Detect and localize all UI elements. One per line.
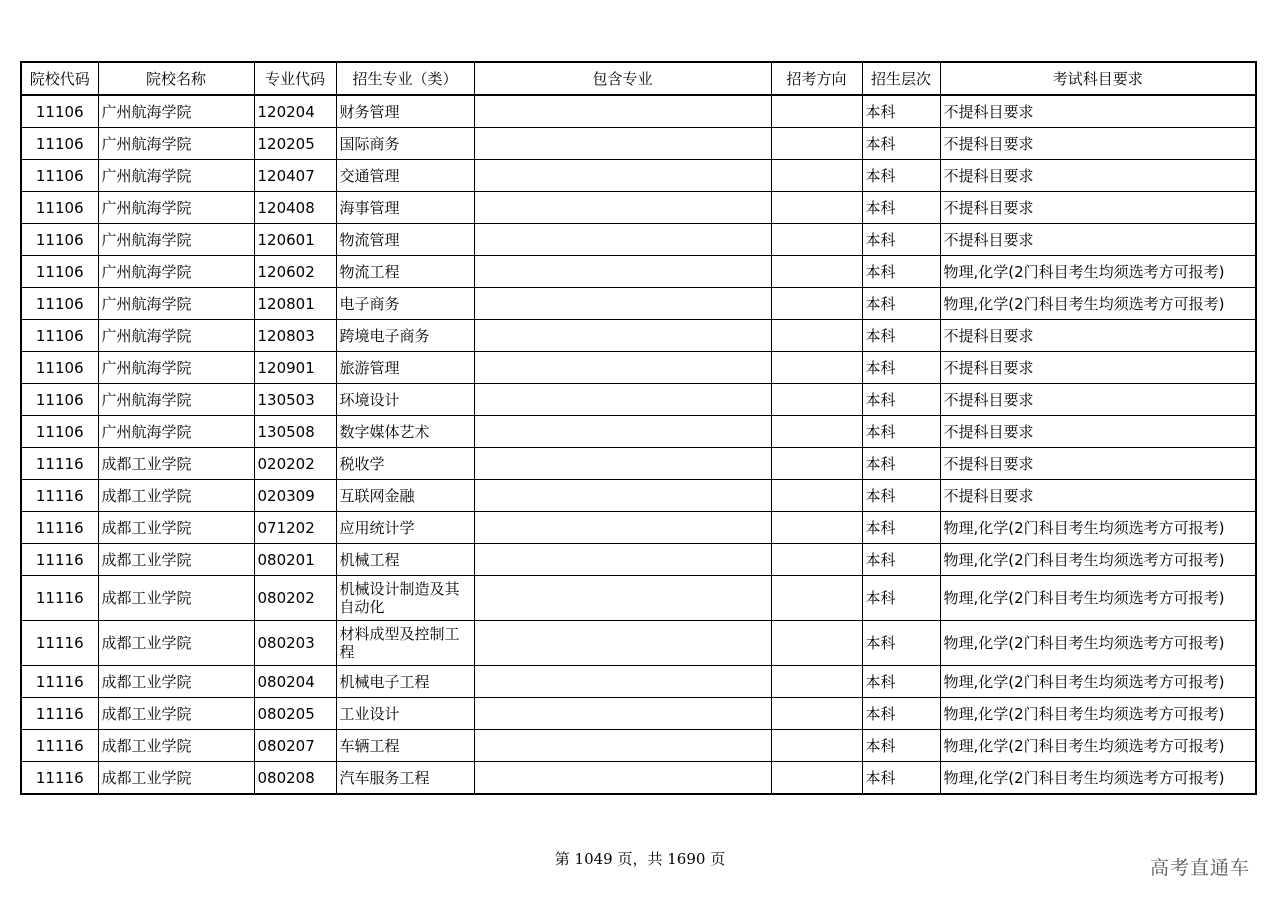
table-row: [21, 128, 1256, 160]
cell-direction: [771, 95, 862, 128]
cell-level: 本科: [862, 730, 940, 762]
table-row: [21, 224, 1256, 256]
cell-school-code: 11106: [21, 95, 98, 128]
cell-school-code: 11116: [21, 666, 98, 698]
cell-major-category: 车辆工程: [336, 730, 474, 762]
cell-included-majors: [474, 352, 771, 384]
cell-direction: [771, 352, 862, 384]
cell-school-code: 11106: [21, 256, 98, 288]
cell-school-name: 成都工业学院: [98, 730, 254, 762]
cell-level: 本科: [862, 256, 940, 288]
cell-school-code: 11106: [21, 384, 98, 416]
cell-included-majors: [474, 384, 771, 416]
cell-subject-requirement: 物理,化学(2门科目考生均须选考方可报考): [940, 621, 1256, 666]
header-school-code: 院校代码: [21, 62, 98, 95]
cell-school-code: 11106: [21, 352, 98, 384]
cell-level: 本科: [862, 320, 940, 352]
cell-school-name: 成都工业学院: [98, 576, 254, 621]
cell-subject-requirement: 不提科目要求: [940, 192, 1256, 224]
cell-school-name: 成都工业学院: [98, 621, 254, 666]
cell-subject-requirement: 不提科目要求: [940, 480, 1256, 512]
cell-major-code: 080202: [254, 576, 336, 621]
cell-subject-requirement: 不提科目要求: [940, 95, 1256, 128]
table-row: [21, 95, 1256, 128]
cell-included-majors: [474, 160, 771, 192]
header-level: 招生层次: [862, 62, 940, 95]
table-row: [21, 160, 1256, 192]
cell-major-category: 旅游管理: [336, 352, 474, 384]
cell-level: 本科: [862, 512, 940, 544]
cell-major-code: 120901: [254, 352, 336, 384]
cell-included-majors: [474, 666, 771, 698]
cell-subject-requirement: 不提科目要求: [940, 448, 1256, 480]
cell-direction: [771, 160, 862, 192]
cell-direction: [771, 192, 862, 224]
cell-major-code: 120205: [254, 128, 336, 160]
cell-direction: [771, 730, 862, 762]
table-row: [21, 698, 1256, 730]
cell-included-majors: [474, 480, 771, 512]
cell-level: 本科: [862, 192, 940, 224]
cell-major-category: 汽车服务工程: [336, 762, 474, 795]
cell-included-majors: [474, 512, 771, 544]
cell-included-majors: [474, 621, 771, 666]
table-row: [21, 512, 1256, 544]
cell-direction: [771, 666, 862, 698]
cell-school-code: 11106: [21, 288, 98, 320]
cell-included-majors: [474, 128, 771, 160]
cell-school-code: 11116: [21, 448, 98, 480]
cell-included-majors: [474, 448, 771, 480]
cell-level: 本科: [862, 544, 940, 576]
cell-school-code: 11106: [21, 320, 98, 352]
cell-major-category: 机械设计制造及其自动化: [336, 576, 474, 621]
cell-subject-requirement: 不提科目要求: [940, 320, 1256, 352]
cell-included-majors: [474, 576, 771, 621]
cell-included-majors: [474, 698, 771, 730]
cell-direction: [771, 544, 862, 576]
cell-level: 本科: [862, 288, 940, 320]
cell-included-majors: [474, 762, 771, 795]
cell-level: 本科: [862, 416, 940, 448]
cell-level: 本科: [862, 384, 940, 416]
cell-included-majors: [474, 288, 771, 320]
cell-major-category: 工业设计: [336, 698, 474, 730]
cell-school-code: 11116: [21, 730, 98, 762]
cell-major-code: 130503: [254, 384, 336, 416]
table-row: [21, 288, 1256, 320]
cell-major-code: 120408: [254, 192, 336, 224]
cell-school-code: 11106: [21, 224, 98, 256]
cell-school-name: 成都工业学院: [98, 480, 254, 512]
cell-subject-requirement: 物理,化学(2门科目考生均须选考方可报考): [940, 762, 1256, 795]
cell-school-name: 广州航海学院: [98, 288, 254, 320]
table-row: [21, 576, 1256, 621]
cell-major-category: 跨境电子商务: [336, 320, 474, 352]
cell-major-category: 机械电子工程: [336, 666, 474, 698]
cell-school-code: 11106: [21, 192, 98, 224]
cell-major-category: 税收学: [336, 448, 474, 480]
cell-direction: [771, 320, 862, 352]
cell-school-name: 成都工业学院: [98, 544, 254, 576]
cell-included-majors: [474, 416, 771, 448]
cell-level: 本科: [862, 576, 940, 621]
cell-direction: [771, 512, 862, 544]
cell-school-name: 广州航海学院: [98, 128, 254, 160]
cell-subject-requirement: 不提科目要求: [940, 224, 1256, 256]
header-school-name: 院校名称: [98, 62, 254, 95]
table-row: [21, 762, 1256, 795]
cell-major-code: 080203: [254, 621, 336, 666]
header-direction: 招考方向: [771, 62, 862, 95]
table-row: [21, 352, 1256, 384]
cell-school-name: 广州航海学院: [98, 160, 254, 192]
cell-school-code: 11116: [21, 621, 98, 666]
admissions-table: [20, 61, 1257, 795]
cell-level: 本科: [862, 224, 940, 256]
cell-subject-requirement: 物理,化学(2门科目考生均须选考方可报考): [940, 256, 1256, 288]
cell-major-category: 材料成型及控制工程: [336, 621, 474, 666]
cell-major-code: 020309: [254, 480, 336, 512]
cell-school-name: 成都工业学院: [98, 666, 254, 698]
cell-school-name: 广州航海学院: [98, 384, 254, 416]
cell-school-code: 11106: [21, 416, 98, 448]
cell-subject-requirement: 物理,化学(2门科目考生均须选考方可报考): [940, 698, 1256, 730]
cell-level: 本科: [862, 762, 940, 795]
cell-major-category: 物流管理: [336, 224, 474, 256]
cell-school-code: 11106: [21, 128, 98, 160]
cell-major-code: 080201: [254, 544, 336, 576]
cell-level: 本科: [862, 448, 940, 480]
cell-major-category: 互联网金融: [336, 480, 474, 512]
cell-subject-requirement: 不提科目要求: [940, 128, 1256, 160]
cell-major-category: 国际商务: [336, 128, 474, 160]
cell-school-name: 广州航海学院: [98, 320, 254, 352]
cell-major-category: 物流工程: [336, 256, 474, 288]
cell-subject-requirement: 不提科目要求: [940, 416, 1256, 448]
cell-level: 本科: [862, 95, 940, 128]
cell-major-category: 环境设计: [336, 384, 474, 416]
cell-level: 本科: [862, 621, 940, 666]
cell-school-name: 广州航海学院: [98, 256, 254, 288]
cell-level: 本科: [862, 666, 940, 698]
cell-subject-requirement: 物理,化学(2门科目考生均须选考方可报考): [940, 288, 1256, 320]
cell-included-majors: [474, 320, 771, 352]
table-body: [21, 95, 1256, 794]
cell-major-category: 数字媒体艺术: [336, 416, 474, 448]
cell-direction: [771, 621, 862, 666]
cell-direction: [771, 448, 862, 480]
cell-major-category: 海事管理: [336, 192, 474, 224]
cell-major-code: 120601: [254, 224, 336, 256]
cell-school-code: 11116: [21, 512, 98, 544]
cell-school-name: 成都工业学院: [98, 448, 254, 480]
cell-subject-requirement: 物理,化学(2门科目考生均须选考方可报考): [940, 666, 1256, 698]
cell-subject-requirement: 物理,化学(2门科目考生均须选考方可报考): [940, 730, 1256, 762]
table-header-row: [21, 62, 1256, 95]
cell-major-code: 130508: [254, 416, 336, 448]
cell-major-code: 080208: [254, 762, 336, 795]
cell-major-code: 080207: [254, 730, 336, 762]
cell-included-majors: [474, 544, 771, 576]
table-row: [21, 416, 1256, 448]
cell-level: 本科: [862, 352, 940, 384]
cell-school-name: 广州航海学院: [98, 416, 254, 448]
cell-school-name: 成都工业学院: [98, 512, 254, 544]
cell-direction: [771, 384, 862, 416]
cell-direction: [771, 416, 862, 448]
cell-level: 本科: [862, 480, 940, 512]
cell-school-name: 成都工业学院: [98, 698, 254, 730]
cell-subject-requirement: 物理,化学(2门科目考生均须选考方可报考): [940, 576, 1256, 621]
cell-subject-requirement: 不提科目要求: [940, 384, 1256, 416]
cell-included-majors: [474, 95, 771, 128]
cell-subject-requirement: 不提科目要求: [940, 352, 1256, 384]
table-row: [21, 480, 1256, 512]
cell-direction: [771, 256, 862, 288]
cell-major-category: 交通管理: [336, 160, 474, 192]
cell-direction: [771, 698, 862, 730]
cell-major-category: 电子商务: [336, 288, 474, 320]
cell-school-code: 11116: [21, 576, 98, 621]
cell-direction: [771, 224, 862, 256]
cell-subject-requirement: 物理,化学(2门科目考生均须选考方可报考): [940, 512, 1256, 544]
cell-school-code: 11106: [21, 160, 98, 192]
cell-direction: [771, 480, 862, 512]
cell-subject-requirement: 不提科目要求: [940, 160, 1256, 192]
header-major-code: 专业代码: [254, 62, 336, 95]
cell-major-code: 020202: [254, 448, 336, 480]
header-included-majors: 包含专业: [474, 62, 771, 95]
cell-included-majors: [474, 256, 771, 288]
cell-major-code: 071202: [254, 512, 336, 544]
table-row: [21, 666, 1256, 698]
cell-major-code: 120801: [254, 288, 336, 320]
cell-major-code: 080204: [254, 666, 336, 698]
cell-school-name: 广州航海学院: [98, 352, 254, 384]
table-row: [21, 621, 1256, 666]
cell-direction: [771, 288, 862, 320]
cell-school-name: 广州航海学院: [98, 192, 254, 224]
cell-level: 本科: [862, 128, 940, 160]
cell-major-code: 080205: [254, 698, 336, 730]
cell-school-code: 11116: [21, 544, 98, 576]
cell-level: 本科: [862, 698, 940, 730]
cell-school-name: 广州航海学院: [98, 95, 254, 128]
cell-major-category: 财务管理: [336, 95, 474, 128]
cell-major-code: 120602: [254, 256, 336, 288]
cell-school-code: 11116: [21, 762, 98, 795]
table-row: [21, 730, 1256, 762]
cell-major-category: 应用统计学: [336, 512, 474, 544]
cell-major-code: 120803: [254, 320, 336, 352]
watermark-text: 高考直通车: [1149, 857, 1250, 879]
cell-school-name: 广州航海学院: [98, 224, 254, 256]
table-row: [21, 384, 1256, 416]
table-row: [21, 192, 1256, 224]
table-row: [21, 320, 1256, 352]
cell-direction: [771, 128, 862, 160]
cell-school-code: 11116: [21, 480, 98, 512]
cell-school-code: 11116: [21, 698, 98, 730]
cell-major-code: 120204: [254, 95, 336, 128]
table-row: [21, 256, 1256, 288]
cell-direction: [771, 762, 862, 795]
cell-direction: [771, 576, 862, 621]
cell-included-majors: [474, 730, 771, 762]
cell-major-code: 120407: [254, 160, 336, 192]
header-subject-requirement: 考试科目要求: [940, 62, 1256, 95]
cell-included-majors: [474, 224, 771, 256]
table-row: [21, 544, 1256, 576]
cell-included-majors: [474, 192, 771, 224]
table-row: [21, 448, 1256, 480]
cell-school-name: 成都工业学院: [98, 762, 254, 795]
cell-subject-requirement: 物理,化学(2门科目考生均须选考方可报考): [940, 544, 1256, 576]
header-major-category: 招生专业（类）: [336, 62, 474, 95]
cell-major-category: 机械工程: [336, 544, 474, 576]
cell-level: 本科: [862, 160, 940, 192]
page-indicator: 第 1049 页，共 1690 页: [554, 850, 726, 868]
